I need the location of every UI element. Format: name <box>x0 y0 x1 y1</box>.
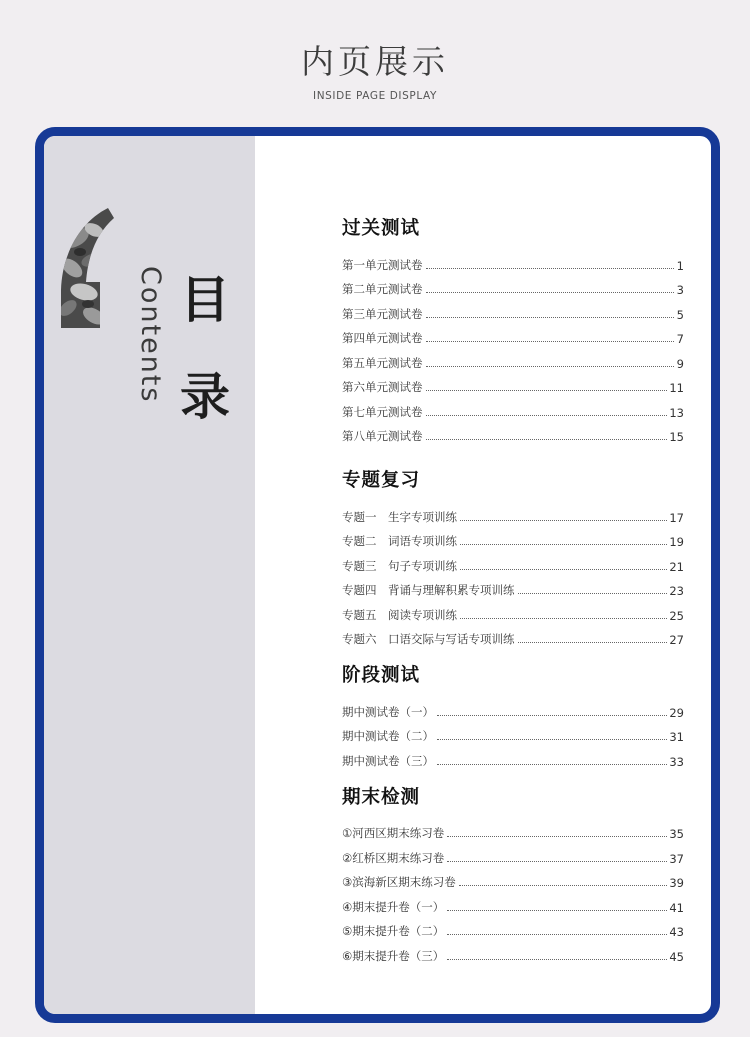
toc-entry-label: 专题三 句子专项训练 <box>342 558 457 573</box>
toc-section-zhuanti <box>342 468 684 647</box>
toc-entry[interactable] <box>342 273 684 298</box>
contents-side-panel <box>44 136 255 1014</box>
toc-entry-label: 期中测试卷（三） <box>342 753 434 768</box>
leader-dots <box>447 836 667 837</box>
table-of-contents <box>342 216 684 980</box>
leader-dots <box>426 292 675 293</box>
toc-section-title: 阶段测试 <box>342 665 421 686</box>
toc-entry-label: 第一单元测试卷 <box>342 257 423 272</box>
toc-entry-page: 27 <box>669 633 684 647</box>
toc-entry-page: 7 <box>676 332 684 346</box>
toc-entry-page: 23 <box>669 584 684 598</box>
toc-entry[interactable] <box>342 623 684 648</box>
toc-entry[interactable] <box>342 525 684 550</box>
contents-title <box>180 270 240 464</box>
leader-dots <box>437 739 667 740</box>
toc-entry-label: 第七单元测试卷 <box>342 404 423 419</box>
leader-dots <box>518 593 668 594</box>
leader-dots <box>426 390 668 391</box>
toc-entry-page: 21 <box>669 559 684 574</box>
toc-entry-page: 45 <box>669 949 684 964</box>
toc-entry-label: 第五单元测试卷 <box>342 355 423 370</box>
toc-entry-page: 5 <box>676 307 684 322</box>
toc-entry-page: 1 <box>676 258 684 273</box>
toc-entry[interactable] <box>342 549 684 574</box>
leader-dots <box>447 861 667 862</box>
toc-entry-page: 25 <box>669 608 684 623</box>
leader-dots <box>459 885 668 886</box>
leaf-quote-icon <box>58 208 114 328</box>
toc-entry-label: ⑤期末提升卷（二） <box>342 924 445 938</box>
toc-entry-page: 15 <box>669 430 684 444</box>
toc-entry-page: 35 <box>669 827 684 841</box>
toc-entry-page: 33 <box>669 754 684 769</box>
toc-entry-label: 期中测试卷（二） <box>342 729 434 743</box>
leader-dots <box>447 910 667 911</box>
toc-entry-page: 37 <box>669 851 684 866</box>
leader-dots <box>426 341 675 342</box>
leader-dots <box>426 268 675 269</box>
toc-section-title: 期末检测 <box>342 786 421 808</box>
toc-entry[interactable] <box>342 915 684 940</box>
toc-entry[interactable] <box>342 890 684 915</box>
toc-section-title: 专题复习 <box>342 470 421 491</box>
toc-entry[interactable] <box>342 744 684 769</box>
toc-entry[interactable] <box>342 420 684 445</box>
contents-title-char: 目 <box>180 271 230 329</box>
toc-entry[interactable] <box>342 248 684 273</box>
leader-dots <box>447 959 667 960</box>
toc-entry-page: 29 <box>669 705 684 720</box>
toc-entry-label: ②红桥区期末练习卷 <box>342 850 445 865</box>
toc-entry-label: 专题五 阅读专项训练 <box>342 607 457 622</box>
toc-entry-label: ⑥期末提升卷（三） <box>342 948 445 963</box>
toc-entry-page: 41 <box>669 900 684 915</box>
toc-entry-label: ④期末提升卷（一） <box>342 899 445 914</box>
page-subtitle: INSIDE PAGE DISPLAY <box>313 90 437 102</box>
toc-entry[interactable] <box>342 598 684 623</box>
leader-dots <box>437 764 667 765</box>
toc-entry[interactable] <box>342 939 684 964</box>
toc-entry-page: 17 <box>669 510 684 525</box>
leader-dots <box>426 415 668 416</box>
toc-entry[interactable] <box>342 574 684 599</box>
leader-dots <box>426 317 675 318</box>
toc-entry-label: 第二单元测试卷 <box>342 282 423 296</box>
toc-entry[interactable] <box>342 395 684 420</box>
toc-entry-label: 专题一 生字专项训练 <box>342 509 457 524</box>
leader-dots <box>460 544 667 545</box>
page-title: 内页展示 <box>301 42 449 81</box>
toc-entry-page: 9 <box>676 356 684 371</box>
leader-dots <box>437 715 667 716</box>
leader-dots <box>447 934 667 935</box>
toc-section-qimo <box>342 785 684 964</box>
toc-entry-label: 专题二 词语专项训练 <box>342 534 457 548</box>
toc-entry-page: 3 <box>676 283 684 297</box>
toc-entry-label: 第三单元测试卷 <box>342 306 423 321</box>
toc-section-jieduan <box>342 663 684 769</box>
document-frame <box>35 127 720 1023</box>
toc-entry[interactable] <box>342 346 684 371</box>
leader-dots <box>426 366 675 367</box>
toc-entry[interactable] <box>342 817 684 842</box>
toc-section-title: 过关测试 <box>342 218 421 239</box>
leader-dots <box>460 569 667 570</box>
toc-entry[interactable] <box>342 297 684 322</box>
toc-entry-label: 专题四 背诵与理解积累专项训练 <box>342 583 515 597</box>
toc-entry-label: 第六单元测试卷 <box>342 380 423 394</box>
toc-section-guoguan <box>342 216 684 444</box>
contents-english-label: Contents <box>135 266 166 404</box>
toc-entry[interactable] <box>342 866 684 891</box>
leader-dots <box>518 642 668 643</box>
toc-entry[interactable] <box>342 371 684 396</box>
toc-entry[interactable] <box>342 695 684 720</box>
toc-entry[interactable] <box>342 500 684 525</box>
toc-entry[interactable] <box>342 841 684 866</box>
contents-title-char: 录 <box>180 368 230 426</box>
toc-entry-label: 第八单元测试卷 <box>342 429 423 443</box>
leader-dots <box>460 618 667 619</box>
toc-entry-label: 专题六 口语交际与写话专项训练 <box>342 632 515 646</box>
toc-entry-page: 31 <box>669 730 684 744</box>
toc-entry-label: ①河西区期末练习卷 <box>342 826 445 840</box>
toc-entry-page: 43 <box>669 925 684 939</box>
toc-entry-page: 11 <box>669 381 684 395</box>
toc-entry-label: 期中测试卷（一） <box>342 704 434 719</box>
toc-entry-label: 第四单元测试卷 <box>342 331 423 345</box>
toc-entry-label: ③滨海新区期末练习卷 <box>342 875 456 889</box>
toc-entry[interactable] <box>342 322 684 347</box>
toc-entry-page: 13 <box>669 405 684 420</box>
toc-entry-page: 39 <box>669 876 684 890</box>
toc-entry[interactable] <box>342 720 684 745</box>
toc-entry-page: 19 <box>669 535 684 549</box>
leader-dots <box>426 439 668 440</box>
leader-dots <box>460 520 667 521</box>
